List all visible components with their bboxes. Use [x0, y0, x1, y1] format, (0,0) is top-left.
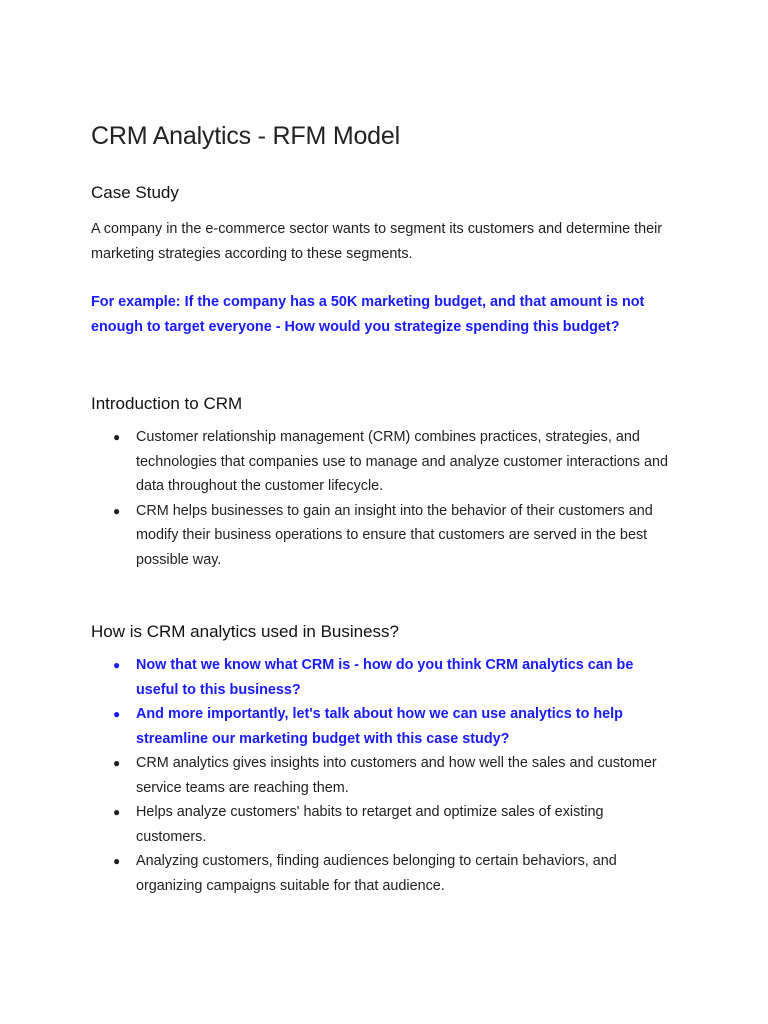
list-item-text: CRM analytics gives insights into customers and how well the sales and customer service teams are reaching them. [136, 755, 657, 796]
list-item [91, 800, 676, 849]
bullet-icon: ● [113, 805, 121, 819]
bullet-icon: ● [113, 707, 121, 721]
list-item [91, 751, 676, 800]
intro-heading: Introduction to CRM [91, 394, 243, 413]
case-study-paragraph: A company in the e-commerce sector wants to segment its customers and determine their marketing strategies according to these segments. [91, 221, 663, 262]
list-item-text: CRM helps businesses to gain an insight into the behavior of their customers and modify their business operations to ensure that customers are served in the best possible way. [136, 502, 653, 568]
list-item [91, 849, 676, 898]
bullet-icon: ● [113, 503, 121, 518]
bullet-icon: ● [113, 854, 121, 868]
list-item [91, 702, 676, 751]
document-title: CRM Analytics - RFM Model [91, 122, 400, 150]
list-item-text: Analyzing customers, finding audiences belonging to certain behaviors, and organizing campaigns suitable for that audience. [136, 853, 617, 894]
list-item-text: Helps analyze customers' habits to retarget and optimize sales of existing customers. [136, 804, 604, 845]
list-item [91, 499, 676, 573]
intro-bullet-list [91, 425, 676, 572]
bullet-icon: ● [113, 658, 121, 672]
case-study-heading: Case Study [91, 183, 179, 202]
list-item-text: Customer relationship management (CRM) combines practices, strategies, and technologies that companies use to manage and analyze customer interactions and data throughout the customer lifecycle. [136, 429, 668, 494]
bullet-icon: ● [113, 430, 121, 444]
list-item-text: Now that we know what CRM is - how do you think CRM analytics can be useful to this business? [136, 657, 634, 698]
list-item [91, 425, 676, 499]
list-item [91, 653, 676, 702]
usage-bullet-list [91, 653, 676, 898]
case-study-example: For example: If the company has a 50K marketing budget, and that amount is not enough to target everyone - How would you strategize spending this budget? [91, 294, 645, 335]
list-item-text: And more importantly, let's talk about how we can use analytics to help streamline our marketing budget with this case study? [136, 706, 623, 747]
usage-heading: How is CRM analytics used in Business? [91, 622, 400, 641]
bullet-icon: ● [113, 756, 121, 770]
